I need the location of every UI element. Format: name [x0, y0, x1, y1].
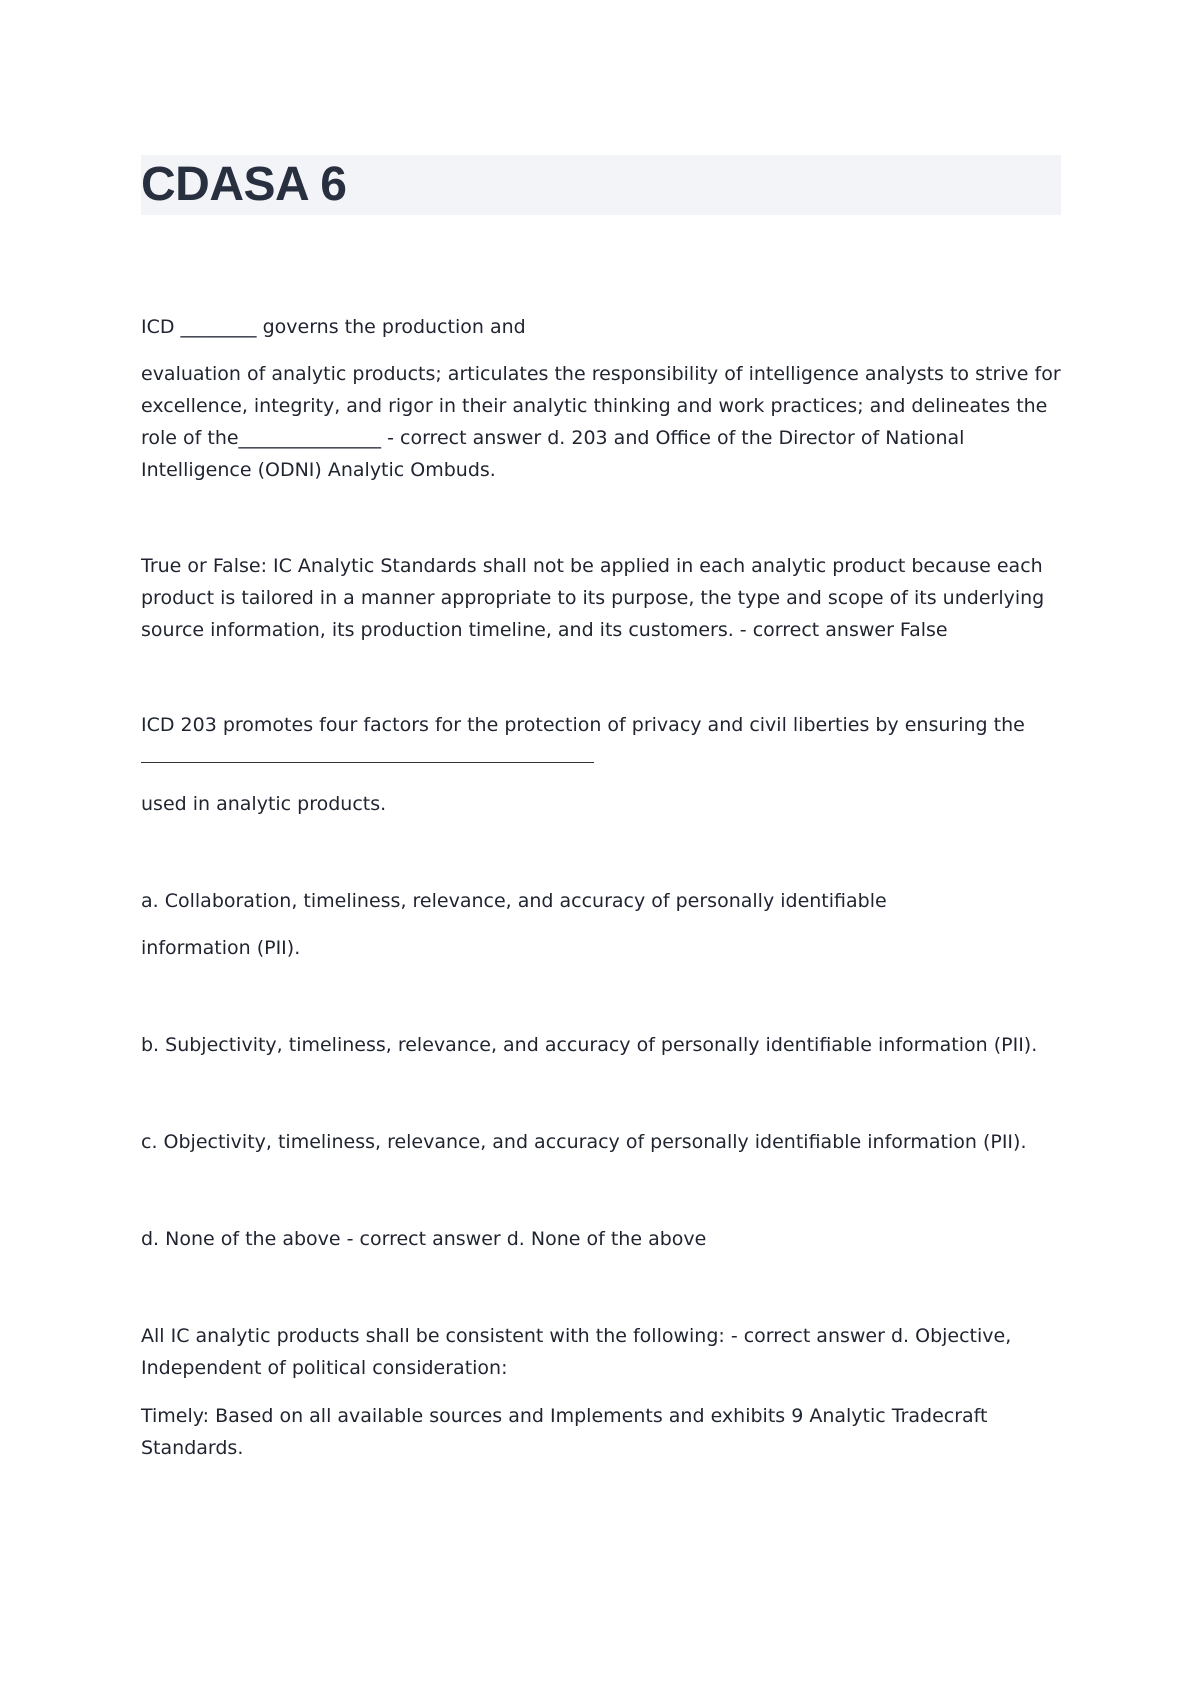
paragraph-1: ICD ________ governs the production and — [141, 316, 526, 338]
paragraph-10: d. None of the above - correct answer d. None of the above — [141, 1228, 707, 1250]
paragraph-2: evaluation of analytic products; articulates the responsibility of intelligence analysts to strive for excellence, integrity, and rigor in their analytic thinking and work practices; and delineates the role of the_______________ - correct answer d. 203 and Office of the Director of National Intelligence (ODNI) Analytic Ombuds. — [141, 363, 1067, 481]
paragraph-12: Timely: Based on all available sources and Implements and exhibits 9 Analytic Tradecraft Standards. — [141, 1405, 994, 1459]
option-a-line-2 — [141, 932, 1061, 964]
fill-in-blank-line — [141, 762, 594, 763]
question-2 — [141, 550, 1061, 646]
document-title: CDASA 6 — [141, 158, 347, 211]
question-3-stem-end — [141, 788, 1061, 820]
option-c — [141, 1126, 1061, 1158]
question-1-stem — [141, 311, 1061, 343]
paragraph-11: All IC analytic products shall be consistent with the following: - correct answer d. Objective, Independent of political consideration: — [141, 1325, 1018, 1379]
question-4-continuation — [141, 1400, 1061, 1464]
question-4 — [141, 1320, 1061, 1384]
question-1-body — [141, 358, 1067, 486]
paragraph-5: used in analytic products. — [141, 793, 387, 815]
paragraph-8: b. Subjectivity, timeliness, relevance, and accuracy of personally identifiable information (PII). — [141, 1034, 1038, 1056]
paragraph-7: information (PII). — [141, 937, 301, 959]
paragraph-3: True or False: IC Analytic Standards shall not be applied in each analytic product because each product is tailored in a manner appropriate to its purpose, the type and scope of its underlying source information, its production timeline, and its customers. - correct answer False — [141, 555, 1051, 641]
option-b — [141, 1029, 1061, 1061]
question-3-stem — [141, 709, 1061, 741]
paragraph-9: c. Objectivity, timeliness, relevance, and accuracy of personally identifiable information (PII). — [141, 1131, 1027, 1153]
paragraph-4: ICD 203 promotes four factors for the protection of privacy and civil liberties by ensuring the — [141, 714, 1025, 736]
option-a-line-1 — [141, 885, 1061, 917]
option-d — [141, 1223, 1061, 1255]
paragraph-6: a. Collaboration, timeliness, relevance, and accuracy of personally identifiable — [141, 890, 887, 912]
